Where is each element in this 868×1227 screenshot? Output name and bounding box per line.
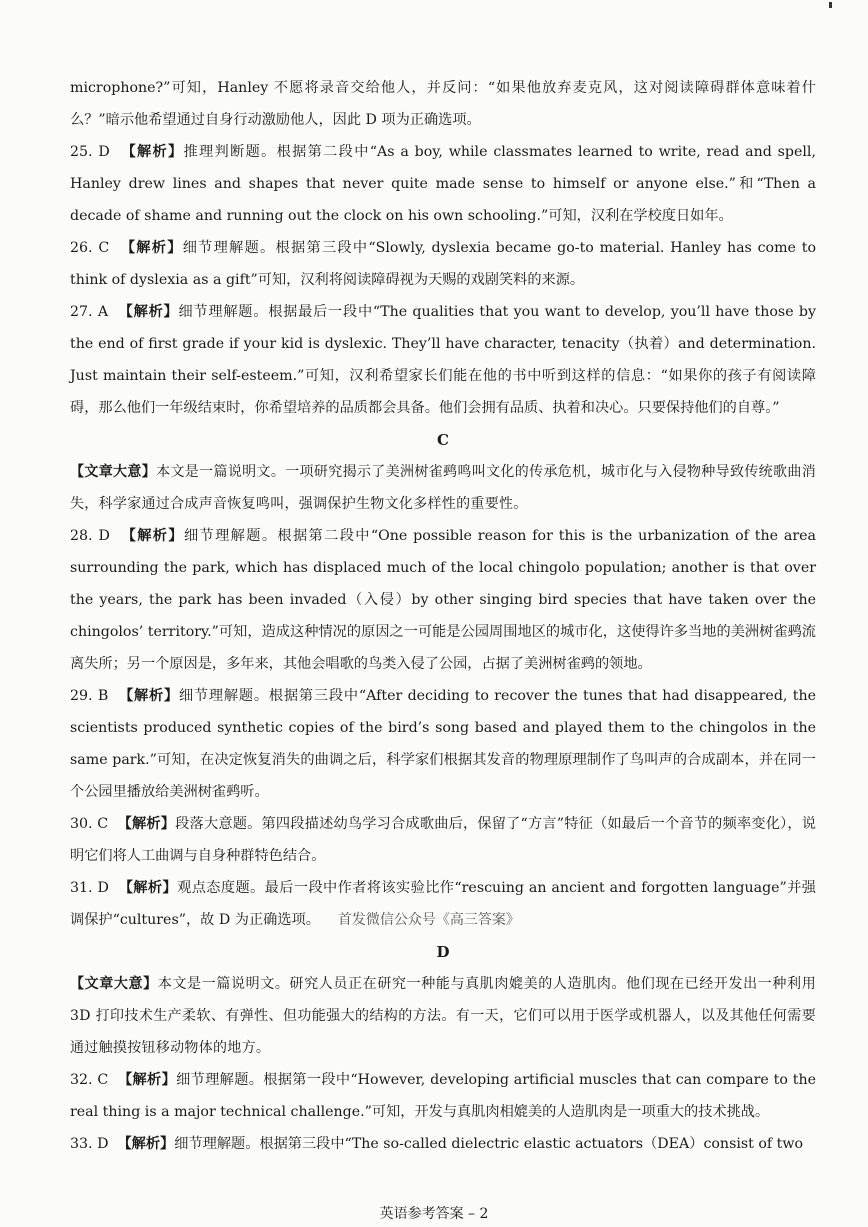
question-number: 29. B — [70, 688, 109, 704]
analysis-tag: 【解析】 — [117, 1136, 175, 1152]
analysis-tag: 【解析】 — [118, 304, 179, 320]
watermark-text: 首发微信公众号《高三答案》 — [337, 912, 520, 928]
question-number: 28. D — [70, 528, 110, 544]
question-number: 27. A — [70, 304, 109, 320]
analysis-text: 段落大意题。第四段描述幼鸟学习合成歌曲后，保留了“方言”特征（如最后一个音节的频率变化），说明它们将人工曲调与自身种群特色结合。 — [70, 816, 816, 864]
answer-32 — [70, 1064, 816, 1128]
question-number: 26. C — [70, 240, 110, 256]
summary-tag: 【文章大意】 — [70, 976, 158, 992]
analysis-tag: 【解析】 — [118, 880, 178, 896]
answer-29 — [70, 680, 816, 808]
answer-30 — [70, 808, 816, 872]
analysis-text: 推理判断题。根据第二段中“As a boy, while classmates learned to write, read and spell, Hanley drew lines and shapes that never quite made sense to himself or anyone else.”和“Then a decade of shame and running out the clock on his own schooling.”可知，汉利在学校度日如年。 — [70, 144, 816, 224]
answer-31 — [70, 872, 816, 936]
question-number: 32. C — [70, 1072, 109, 1088]
analysis-tag: 【解析】 — [118, 688, 179, 704]
article-summary-d — [70, 968, 816, 1064]
analysis-tag: 【解析】 — [121, 528, 184, 544]
section-heading-d: D — [436, 943, 450, 961]
answer-27 — [70, 296, 816, 424]
analysis-tag: 【解析】 — [120, 240, 183, 256]
article-summary-c — [70, 456, 816, 520]
analysis-tag: 【解析】 — [117, 1072, 177, 1088]
page-footer: 英语参考答案 – 2 — [379, 1206, 489, 1222]
analysis-text: 观点态度题。最后一段中作者将该实验比作“rescuing an ancient and forgotten language”并强调保护“cultures”，故 D 为正确选项。 — [70, 880, 816, 928]
summary-text: 本文是一篇说明文。一项研究揭示了美洲树雀鹀鸣叫文化的传承危机，城市化与入侵物种导致传统歌曲消失，科学家通过合成声音恢复鸣叫，强调保护生物文化多样性的重要性。 — [70, 464, 816, 512]
summary-tag: 【文章大意】 — [70, 464, 157, 480]
question-number: 25. D — [70, 144, 110, 160]
analysis-text: 细节理解题。根据第三段中“The so-called dielectric elastic actuators（DEA）consist of two — [174, 1136, 804, 1152]
question-number: 33. D — [70, 1136, 109, 1152]
analysis-tag: 【解析】 — [117, 816, 176, 832]
analysis-text: 细节理解题。根据第三段中“After deciding to recover the tunes that had disappeared, the scientists produced synthetic copies of the bird’s song based and played them to the chingolos in the same park.”可知，在决定恢复消失的曲调之后，科学家们根据其发音的物理原理制作了鸟叫声的合成副本，并在同一个公园里播放给美洲树雀鹀听。 — [70, 688, 816, 800]
summary-text: 本文是一篇说明文。研究人员正在研究一种能与真肌肉媲美的人造肌肉。他们现在已经开发出一种利用 3D 打印技术生产柔软、有弹性、但功能强大的结构的方法。有一天，它们可以用于医学或机器人，以及其他任何需要通过触摸按钮移动物体的地方。 — [70, 976, 816, 1056]
analysis-text: 细节理解题。根据第三段中“Slowly, dyslexia became go-to material. Hanley has come to think of dyslexia as a gift”可知，汉利将阅读障碍视为天赐的戏剧笑料的来源。 — [70, 240, 816, 288]
analysis-tag: 【解析】 — [121, 144, 184, 160]
answer-25 — [70, 136, 816, 232]
section-heading-c: C — [437, 431, 449, 449]
answer-33 — [70, 1128, 816, 1160]
question-number: 31. D — [70, 880, 109, 896]
continued-paragraph: microphone?”可知，Hanley 不愿将录音交给他人，并反问：“如果他放弃麦克风，这对阅读障碍群体意味着什么？”暗示他希望通过自身行动激励他人，因此 D 项为正确选项。 — [70, 80, 816, 128]
document-body — [70, 72, 816, 1160]
corner-mark — [829, 2, 832, 8]
answer-28 — [70, 520, 816, 680]
answer-26 — [70, 232, 816, 296]
analysis-text: 细节理解题。根据第一段中“However, developing artificial muscles that can compare to the real thing is a major technical challenge.”可知，开发与真肌肉相媲美的人造肌肉是一项重大的技术挑战。 — [70, 1072, 816, 1120]
analysis-text: 细节理解题。根据第二段中“One possible reason for this is the urbanization of the area surrounding the park, which has displaced much of the local chingolo population; another is that over the years, the park has been invaded（入侵）by other singing bird species that have taken over the chingolos’ territory.”可知，造成这种情况的原因之一可能是公园周围地区的城市化，这使得许多当地的美洲树雀鹀流离失所；另一个原因是，多年来，其他会唱歌的鸟类入侵了公园，占据了美洲树雀鹀的领地。 — [70, 528, 816, 672]
question-number: 30. C — [70, 816, 109, 832]
analysis-text: 细节理解题。根据最后一段中“The qualities that you want to develop, you’ll have those by the end of first grade if your kid is dyslexic. They’ll have character, tenacity（执着）and determination. Just maintain their self-esteem.”可知，汉利希望家长们能在他的书中听到这样的信息：“如果你的孩子有阅读障碍，那么他们一年级结束时，你希望培养的品质都会具备。他们会拥有品质、执着和决心。只要保持他们的自尊。” — [70, 304, 816, 416]
